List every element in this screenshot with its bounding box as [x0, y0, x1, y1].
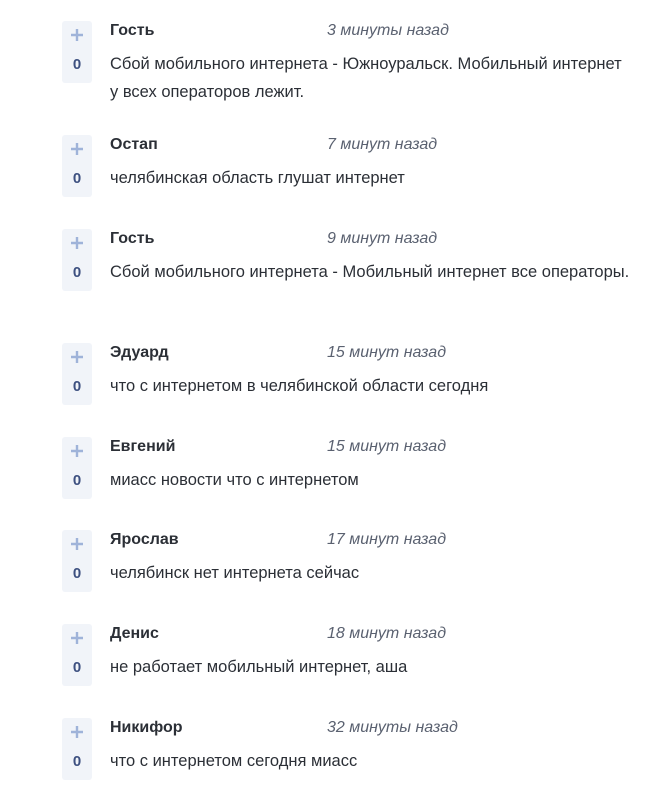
plus-icon	[70, 444, 84, 458]
comment-time: 17 минут назад	[327, 531, 447, 548]
comment-time: 15 минут назад	[327, 438, 447, 455]
upvote-button[interactable]	[62, 718, 92, 746]
vote-count: 0	[72, 170, 82, 187]
vote-box	[62, 530, 92, 592]
upvote-button[interactable]	[62, 624, 92, 652]
plus-icon	[70, 725, 84, 739]
vote-count: 0	[72, 659, 82, 676]
plus-icon	[70, 28, 84, 42]
upvote-button[interactable]	[62, 530, 92, 558]
comment-author[interactable]: Никифор	[110, 719, 183, 736]
upvote-button[interactable]	[62, 21, 92, 49]
comment-author[interactable]: Гость	[110, 22, 155, 39]
vote-count: 0	[72, 472, 82, 489]
vote-box	[62, 229, 92, 291]
comment-author[interactable]: Денис	[110, 625, 159, 642]
comment-time: 18 минут назад	[327, 625, 447, 642]
comment-text: Сбой мобильного интернета - Южноуральск. Мобильный интернет у всех операторов лежит.	[110, 55, 622, 101]
comment-author[interactable]: Остап	[110, 136, 158, 153]
comment-time: 3 минуты назад	[327, 22, 449, 39]
comment-author[interactable]: Евгений	[110, 438, 176, 455]
comment-author[interactable]: Ярослав	[110, 531, 179, 548]
vote-count: 0	[72, 378, 82, 395]
vote-count: 0	[72, 753, 82, 770]
upvote-button[interactable]	[62, 343, 92, 371]
vote-count: 0	[72, 264, 82, 281]
comment-author[interactable]: Гость	[110, 230, 155, 247]
comment-time: 15 минут назад	[327, 344, 447, 361]
comment-text: не работает мобильный интернет, аша	[110, 658, 408, 676]
upvote-button[interactable]	[62, 229, 92, 257]
comment-time: 9 минут назад	[327, 230, 438, 247]
comment-time: 32 минуты назад	[327, 719, 458, 736]
vote-box	[62, 343, 92, 405]
comment-time: 7 минут назад	[327, 136, 438, 153]
plus-icon	[70, 537, 84, 551]
upvote-button[interactable]	[62, 437, 92, 465]
vote-box	[62, 135, 92, 197]
comment-text: челябинская область глушат интернет	[110, 169, 405, 187]
plus-icon	[70, 631, 84, 645]
comment-text: что с интернетом сегодня миасс	[110, 752, 358, 770]
vote-box	[62, 21, 92, 83]
upvote-button[interactable]	[62, 135, 92, 163]
comment-text: Сбой мобильного интернета - Мобильный интернет все операторы.	[110, 263, 630, 281]
plus-icon	[70, 142, 84, 156]
plus-icon	[70, 350, 84, 364]
vote-box	[62, 718, 92, 780]
vote-count: 0	[72, 56, 82, 73]
comment-text: что с интернетом в челябинской области сегодня	[110, 377, 489, 395]
vote-box	[62, 624, 92, 686]
comment-author[interactable]: Эдуард	[110, 344, 169, 361]
vote-box	[62, 437, 92, 499]
vote-count: 0	[72, 565, 82, 582]
comment-text: миасс новости что с интернетом	[110, 471, 359, 489]
comment-text: челябинск нет интернета сейчас	[110, 564, 360, 582]
plus-icon	[70, 236, 84, 250]
